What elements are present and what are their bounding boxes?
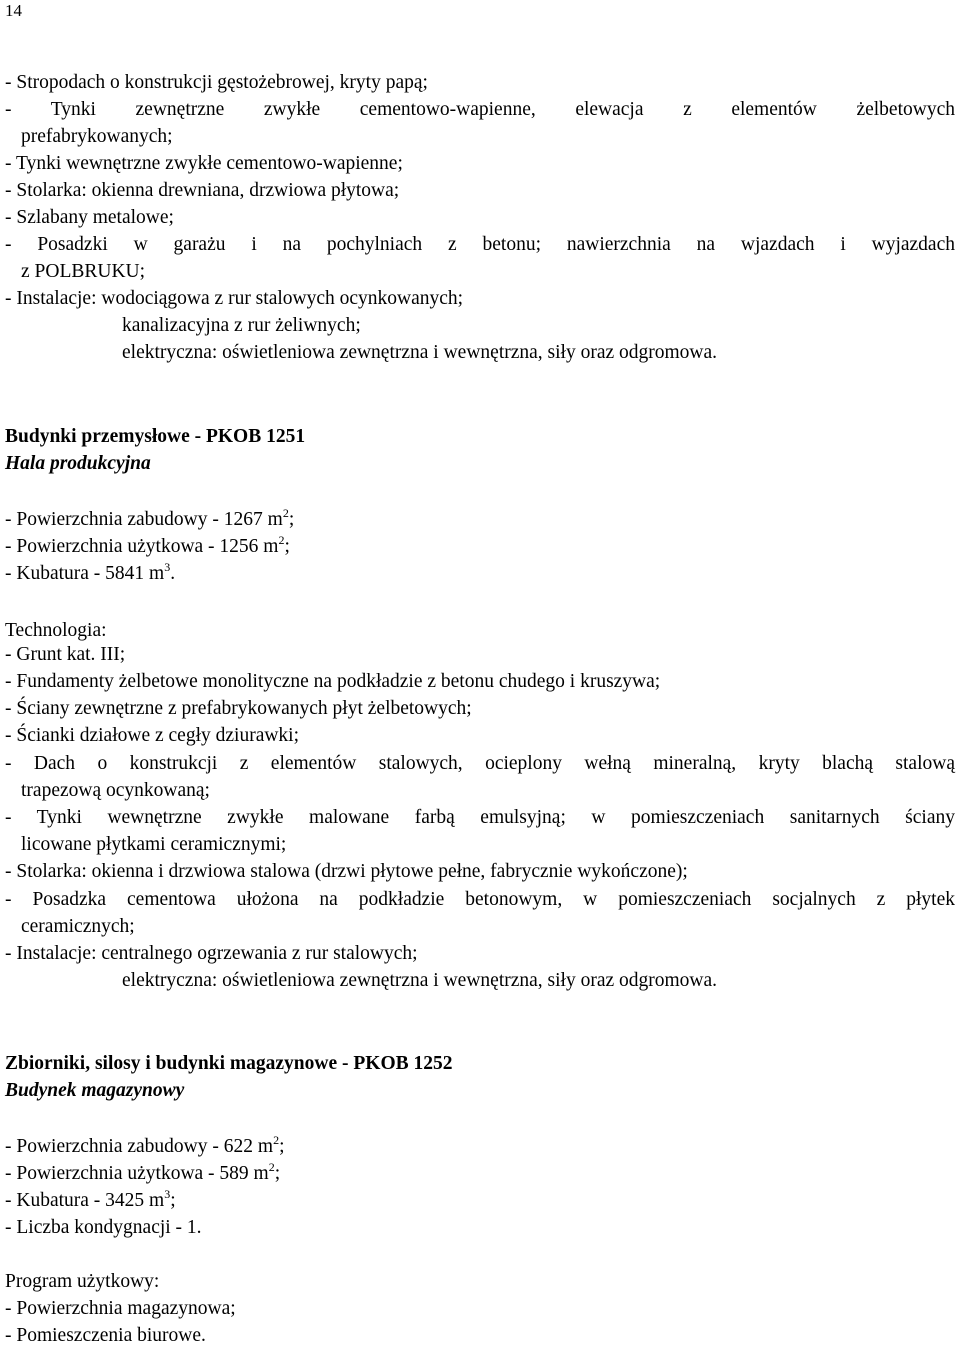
list-item-continuation: licowane płytkami ceramicznymi; xyxy=(21,834,287,855)
list-item: - Powierzchnia użytkowa - 1256 $m^2$; xyxy=(5,533,290,557)
list-item: - Stolarka: okienna drewniana, drzwiowa płytowa; xyxy=(5,180,400,201)
list-item-continuation: elektryczna: oświetleniowa zewnętrzna i wewnętrzna, siły oraz odgromowa. xyxy=(122,342,718,363)
list-item: - Kubatura - 5841 $m^3$. xyxy=(5,560,176,584)
list-item: - Pomieszczenia biurowe. xyxy=(5,1325,206,1346)
list-item: - Tynki wewnętrzne zwykłe malowane farbą emulsyjną; w pomieszczeniach sanitarnych ściany xyxy=(5,807,955,828)
section-subheading: Budynek magazynowy xyxy=(5,1080,185,1101)
list-item: - Powierzchnia zabudowy - 1267 $m^2$; xyxy=(5,506,295,530)
list-item: - Posadzka cementowa ułożona na podkładzie betonowym, w pomieszczeniach socjalnych z płytek xyxy=(5,889,955,910)
program-label: Program użytkowy: xyxy=(5,1271,160,1292)
list-item: - Ścianki działowe z cegły dziurawki; xyxy=(5,725,300,746)
page-number: 14 xyxy=(5,1,22,20)
list-item: - Stropodach o konstrukcji gęstożebrowej, kryty papą; xyxy=(5,72,428,93)
list-item: - Tynki wewnętrzne zwykłe cementowo-wapienne; xyxy=(5,153,403,174)
list-item: - Kubatura - 3425 $m^3$; xyxy=(5,1187,176,1211)
list-item: - Instalacje: centralnego ogrzewania z rur stalowych; xyxy=(5,943,418,964)
list-item-continuation: ceramicznych; xyxy=(21,916,135,937)
list-item: - Liczba kondygnacji - 1. xyxy=(5,1217,202,1238)
list-item: - Powierzchnia użytkowa - 589 $m^2$; xyxy=(5,1160,281,1184)
list-item: - Stolarka: okienna i drzwiowa stalowa (drzwi płytowe pełne, fabrycznie wykończone); xyxy=(5,861,688,882)
list-item: - Instalacje: wodociągowa z rur stalowych ocynkowanych; xyxy=(5,288,464,309)
list-item: - Fundamenty żelbetowe monolityczne na podkładzie z betonu chudego i kruszywa; xyxy=(5,671,661,692)
section-heading: Budynki przemysłowe - PKOB 1251 xyxy=(5,426,306,447)
list-item: - Tynki zewnętrzne zwykłe cementowo-wapienne, elewacja z elementów żelbetowych xyxy=(5,99,955,120)
list-item: - Powierzchnia zabudowy - 622 $m^2$; xyxy=(5,1133,285,1157)
list-item: - Posadzki w garażu i na pochylniach z betonu; nawierzchnia na wjazdach i wyjazdach xyxy=(5,234,955,255)
list-item-continuation: z POLBRUKU; xyxy=(21,261,146,282)
section-heading: Zbiorniki, silosy i budynki magazynowe - PKOB 1252 xyxy=(5,1053,453,1074)
list-item: - Ściany zewnętrzne z prefabrykowanych płyt żelbetowych; xyxy=(5,698,472,719)
technology-label: Technologia: xyxy=(5,620,107,641)
list-item-continuation: prefabrykowanych; xyxy=(21,126,173,147)
list-item: - Grunt kat. III; xyxy=(5,644,126,665)
list-item-continuation: elektryczna: oświetleniowa zewnętrzna i wewnętrzna, siły oraz odgromowa. xyxy=(122,970,718,991)
section-subheading: Hala produkcyjna xyxy=(5,453,151,474)
list-item-continuation: kanalizacyjna z rur żeliwnych; xyxy=(122,315,361,336)
list-item: - Powierzchnia magazynowa; xyxy=(5,1298,236,1319)
list-item-continuation: trapezową ocynkowaną; xyxy=(21,780,210,801)
list-item: - Dach o konstrukcji z elementów stalowych, ocieplony wełną mineralną, kryty blachą stalową xyxy=(5,753,955,774)
list-item: - Szlabany metalowe; xyxy=(5,207,174,228)
